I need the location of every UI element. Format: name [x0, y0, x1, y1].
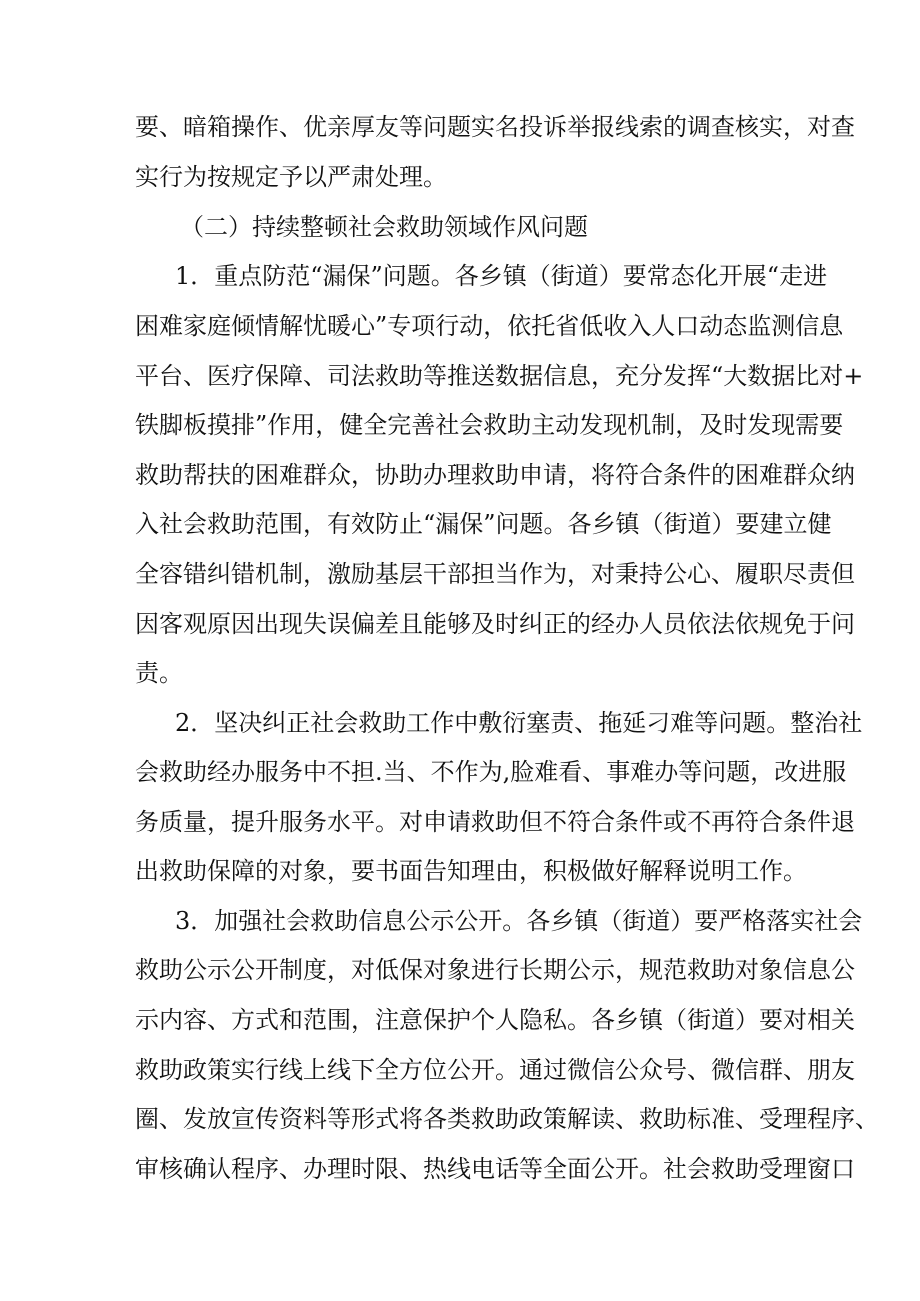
paragraph-line: 1．重点防范“漏保”问题。各乡镇（街道）要常态化开展“走进: [175, 262, 828, 290]
paragraph-line: 务质量，提升服务水平。对申请救助但不符合条件或不再符合条件退: [135, 808, 855, 836]
paragraph-line: 圈、发放宣传资料等形式将各类救助政策解读、救助标准、受理程序、: [135, 1105, 879, 1133]
paragraph-line: 因客观原因出现失误偏差且能够及时纠正的经办人员依法依规免于问: [135, 610, 855, 638]
paragraph-line: 3．加强社会救助信息公示公开。各乡镇（街道）要严格落实社会: [175, 907, 863, 935]
paragraph-line: 平台、医疗保障、司法救助等推送数据信息，充分发挥“大数据比对+: [135, 362, 864, 390]
paragraph-line: 入社会救助范围，有效防止“漏保”问题。各乡镇（街道）要建立健: [135, 510, 832, 538]
paragraph-line: 救助政策实行线上线下全方位公开。通过微信公众号、微信群、朋友: [135, 1056, 855, 1084]
paragraph-line: 出救助保障的对象，要书面告知理由，积极做好解释说明工作。: [135, 857, 807, 885]
paragraph-line: 实行为按规定予以严肃处理。: [135, 163, 447, 191]
section-heading: （二）持续整顿社会救助领域作风问题: [180, 213, 588, 241]
paragraph-line: 2．坚决纠正社会救助工作中敷衍塞责、拖延刁难等问题。整治社: [175, 709, 863, 737]
paragraph-line: 责。: [135, 659, 183, 687]
paragraph-line: 困难家庭倾情解忧暖心”专项行动，依托省低收入人口动态监测信息: [135, 312, 844, 340]
paragraph-line: 全容错纠错机制，激励基层干部担当作为，对秉持公心、履职尽责但: [135, 560, 855, 588]
paragraph-line: 要、暗箱操作、优亲厚友等问题实名投诉举报线索的调查核实，对查: [135, 113, 855, 141]
paragraph-line: 会救助经办服务中不担.当、不作为,脸难看、事难办等问题，改进服: [135, 758, 847, 786]
paragraph-line: 示内容、方式和范围，注意保护个人隐私。各乡镇（街道）要对相关: [135, 1006, 855, 1034]
paragraph-line: 审核确认程序、办理时限、热线电话等全面公开。社会救助受理窗口: [135, 1155, 855, 1183]
paragraph-line: 救助公示公开制度，对低保对象进行长期公示，规范救助对象信息公: [135, 956, 855, 984]
paragraph-line: 救助帮扶的困难群众，协助办理救助申请，将符合条件的困难群众纳: [135, 461, 855, 489]
paragraph-line: 铁脚板摸排”作用，健全完善社会救助主动发现机制，及时发现需要: [135, 411, 844, 439]
